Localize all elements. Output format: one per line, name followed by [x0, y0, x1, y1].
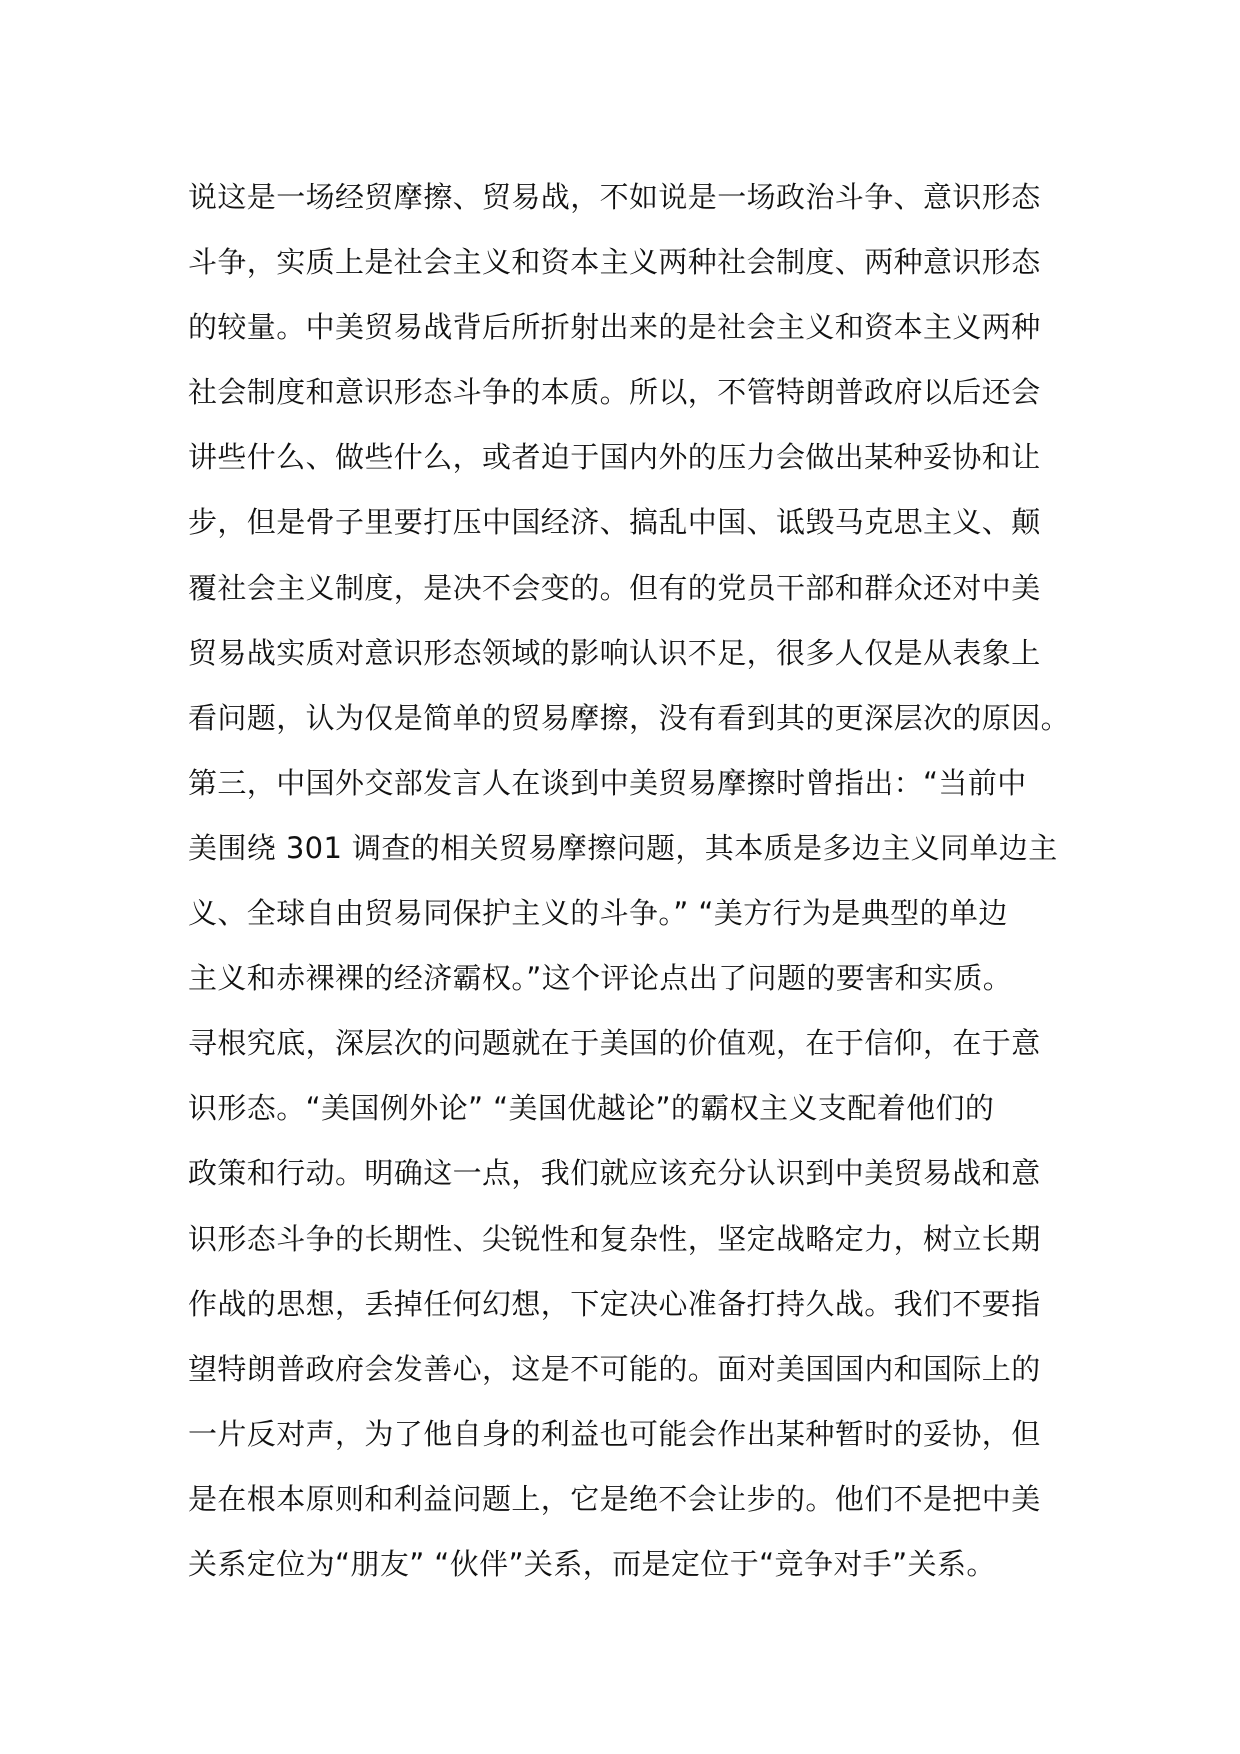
text-line-4: 社会制度和意识形态斗争的本质。所以，不管特朗普政府以后还会 — [188, 375, 1041, 410]
text-line-13: 主义和赤裸裸的经济霸权。”这个评论点出了问题的要害和实质。 — [188, 961, 1013, 996]
text-line-10: 第三，中国外交部发言人在谈到中美贸易摩擦时曾指出：“当前中 — [188, 765, 1027, 800]
text-line-15: 识形态。“美国例外论” “美国优越论”的霸权主义支配着他们的 — [188, 1091, 995, 1126]
text-line-9: 看问题，认为仅是简单的贸易摩擦，没有看到其的更深层次的原因。 — [188, 700, 1071, 735]
text-line-8: 贸易战实质对意识形态领域的影响认识不足，很多人仅是从表象上 — [188, 635, 1041, 670]
body-text — [188, 165, 1071, 1597]
text-line-19: 望特朗普政府会发善心，这是不可能的。面对美国国内和国际上的 — [188, 1351, 1041, 1386]
text-line-1: 说这是一场经贸摩擦、贸易战，不如说是一场政治斗争、意识形态 — [188, 180, 1041, 214]
text-line-16: 政策和行动。明确这一点，我们就应该充分认识到中美贸易战和意 — [188, 1156, 1041, 1191]
text-line-2: 斗争，实质上是社会主义和资本主义两种社会制度、两种意识形态 — [188, 245, 1041, 280]
text-line-18: 作战的思想，丢掉任何幻想，下定决心准备打持久战。我们不要指 — [188, 1286, 1041, 1321]
text-line-20: 一片反对声，为了他自身的利益也可能会作出某种暂时的妥协，但 — [188, 1416, 1041, 1451]
text-line-17: 识形态斗争的长期性、尖锐性和复杂性，坚定战略定力，树立长期 — [188, 1221, 1041, 1256]
text-line-7: 覆社会主义制度，是决不会变的。但有的党员干部和群众还对中美 — [188, 570, 1041, 605]
text-line-11: 美围绕 301 调查的相关贸易摩擦问题，其本质是多边主义同单边主 — [188, 830, 1058, 865]
text-line-22: 关系定位为“朋友” “伙伴”关系，而是定位于“竞争对手”关系。 — [188, 1546, 996, 1581]
text-line-6: 步，但是骨子里要打压中国经济、搞乱中国、诋毁马克思主义、颠 — [188, 505, 1041, 540]
text-line-12: 义、全球自由贸易同保护主义的斗争。” “美方行为是典型的单边 — [188, 896, 1008, 931]
text-line-3: 的较量。中美贸易战背后所折射出来的是社会主义和资本主义两种 — [188, 310, 1041, 345]
text-line-14: 寻根究底，深层次的问题就在于美国的价值观，在于信仰，在于意 — [188, 1026, 1041, 1061]
text-line-21: 是在根本原则和利益问题上，它是绝不会让步的。他们不是把中美 — [188, 1481, 1041, 1516]
text-line-5: 讲些什么、做些什么，或者迫于国内外的压力会做出某种妥协和让 — [188, 440, 1041, 475]
